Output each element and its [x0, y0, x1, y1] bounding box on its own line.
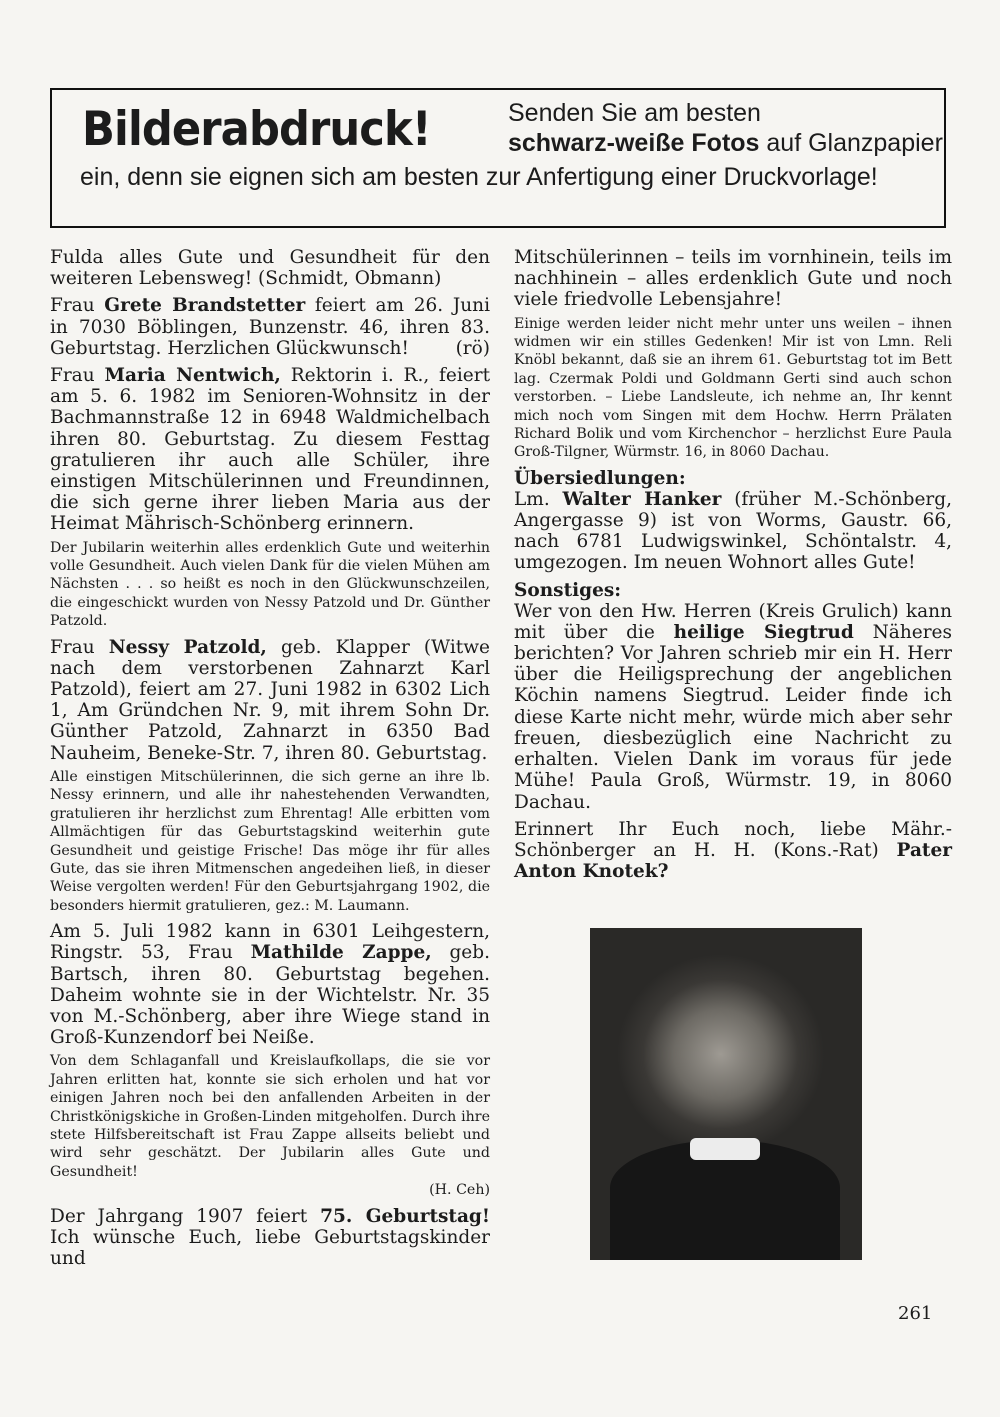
notice-bold-phrase: schwarz-weiße Fotos — [508, 129, 760, 157]
notice-line-2-rest: auf Glanzpapier — [759, 129, 943, 157]
photo-notice-box — [50, 88, 946, 228]
article-note: Der Jubilarin weiterhin alles erdenklich Gute und weiterhin volle Gesundheit. Auch vielen Dank für die vielen Mühen am Nächsten . . . so heißt es noch in den Glückwunschzeilen, die eingeschickt wurden von Nessy Patzold und Dr. Günther Patzold. — [50, 539, 490, 630]
section-heading: Übersiedlungen: — [514, 467, 686, 489]
article-paragraph — [50, 295, 490, 359]
author-signoff: (H. Ceh) — [429, 1182, 490, 1199]
text-run: Frau — [50, 295, 105, 317]
person-name: Mathilde Zappe, — [250, 942, 432, 964]
article-paragraph: Mitschülerinnen – teils im vornhinein, teils im nachhinein – alles erdenklich Gute und noch viele friedvolle Lebensjahre! — [514, 247, 952, 311]
article-paragraph — [514, 601, 952, 813]
text-run: Am 5. Juli 1982 kann in 6301 Leihgestern, Ringstr. 53, Frau — [50, 921, 490, 964]
highlight-text: 75. Geburtstag! — [320, 1205, 490, 1227]
page-number: 261 — [898, 1303, 933, 1324]
article-paragraph — [50, 1206, 490, 1270]
person-name: Grete Brandstetter — [104, 295, 306, 317]
notice-headline: Bilderabdruck! — [82, 102, 431, 157]
author-signoff: (rö) — [455, 337, 490, 359]
article-note: Einige werden leider nicht mehr unter uns weilen – ihnen widmen wir ein stilles Gedenken! Mir ist von Lmn. Reli Knöbl bekannt, daß sie an ihrem 61. Geburtstag tot im Bett lag. Czermak Poldi und Goldmann Gerti sind auch schon verstorben. – Liebe Landsleute, ich nehme an, Ihr kennt mich noch vom Singen mit dem Hochw. Herrn Prälaten Richard Bolik und vom Kirchenchor – herzlichst Eure Paula Groß-Tilgner, Würmstr. 16, in 8060 Dachau. — [514, 315, 952, 461]
person-name: Pater Anton Knotek? — [514, 839, 952, 883]
text-run: Lm. — [514, 488, 563, 510]
article-note — [50, 1052, 490, 1199]
text-run: feiert am 26. Juni in 7030 Böblingen, Bunzenstr. 46, ihren 83. Geburtstag. Herzlichen Glückwunsch! — [50, 295, 490, 359]
text-run: Frau — [50, 365, 105, 387]
text-run: geb. Klapper (Witwe nach dem verstorbenen Zahnarzt Karl Patzold), feiert am 27. Juni 1982 in 6302 Lich 1, Am Gründchen Nr. 9, mit ihrem Sohn Dr. Günther Patzold, Zahnarzt in 6350 Bad Nauheim, Beneke-Str. 7, ihren 80. Geburtstag. — [50, 636, 490, 764]
text-run: Rektorin i. R., feiert am 5. 6. 1982 im Senioren-Wohnsitz in der Bachmannstraße 12 in 6948 Waldmichelbach ihren 80. Geburtstag. Zu diesem Festtag gratulieren ihr auch alle Schüler, ihre einstigen Mitschülerinnen und Freundinnen, die sich gerne ihrer lieben Maria aus der Heimat Mährisch-Schönberg erinnern. — [50, 365, 490, 535]
article-note: Alle einstigen Mitschülerinnen, die sich gerne an ihre lb. Nessy erinnern, und alle ihr nahestehenden Verwandten, gratulieren ihr herzlichst zum Ehrentag! Alle erbitten vom Allmächtigen für das Geburtstagskind weiterhin gute Gesundheit und geistige Frische! Das möge ihr für alles Gute, das sie ihren Mitmenschen angedeihen ließ, in dieser Weise vergolten werden! Für den Geburtsjahrgang 1902, die besonders hiermit gratulieren, gez.: M. Laumann. — [50, 768, 490, 914]
notice-line-2 — [508, 128, 943, 158]
article-paragraph — [514, 489, 952, 574]
right-column — [514, 247, 952, 888]
text-run: (früher M.-Schönberg, Angergasse 9) ist von Worms, Gaustr. 66, nach 6781 Ludwigswinkel, Schöntalstr. 4, umgezogen. Im neuen Wohnort alles Gute! — [514, 488, 952, 574]
person-name: Nessy Patzold, — [108, 636, 267, 658]
person-name: Walter Hanker — [562, 488, 722, 510]
person-name: Maria Nentwich, — [104, 365, 281, 387]
text-run: Von dem Schlaganfall und Kreislaufkollaps, die sie vor Jahren erlitten hat, konnte sie sich erholen und hat vor einigen Jahren noch bei den anfallenden Arbeiten in der Christkönigskiche in Großen-Linden mitgeholfen. Durch ihre stete Hilfsbereitschaft ist Frau Zappe allseits beliebt und wird sehr geschätzt. Der Jubilarin alles Gute und Gesundheit! — [50, 1053, 490, 1180]
left-column — [50, 247, 490, 1275]
article-paragraph — [50, 365, 490, 535]
text-run: Ich wünsche Euch, liebe Geburtstagskinder und — [50, 1226, 490, 1270]
photo-collar-shape — [690, 1138, 760, 1160]
text-run: Der Jahrgang 1907 feiert — [50, 1205, 321, 1227]
text-run: Wer von den Hw. Herren (Kreis Grulich) kann mit über die — [514, 600, 952, 643]
text-run: Erinnert Ihr Euch noch, liebe Mähr.-Schönberger an H. H. (Kons.-Rat) — [514, 818, 952, 861]
article-paragraph: Fulda alles Gute und Gesundheit für den weiteren Lebensweg! (Schmidt, Obmann) — [50, 247, 490, 290]
portrait-photo — [590, 928, 862, 1260]
article-paragraph — [50, 637, 490, 764]
notice-line-3: ein, denn sie eignen sich am besten zur Anfertigung einer Druckvorlage! — [80, 163, 878, 191]
section-heading: Sonstiges: — [514, 579, 622, 601]
text-run: Näheres berichten? Vor Jahren schrieb mir ein H. Herr über die Heiligsprechung der angeblichen Köchin namens Siegtrud. Leider finde ich diese Karte nicht mehr, würde mich aber sehr freuen, diesbezüglich eine Nachricht zu erhalten. Vielen Dank im voraus für jede Mühe! Paula Groß, Würmstr. 19, in 8060 Dachau. — [514, 621, 952, 813]
article-paragraph — [514, 819, 952, 883]
article-paragraph — [50, 921, 490, 1048]
text-run: Frau — [50, 636, 109, 658]
highlight-text: heilige Siegtrud — [673, 621, 854, 643]
notice-line-1: Senden Sie am besten — [508, 99, 761, 127]
text-run: geb. Bartsch, ihren 80. Geburtstag begehen. Daheim wohnte sie in der Wichtelstr. Nr. 35 von M.-Schönberg, aber ihre Wiege stand in Groß-Kunzendorf bei Neiße. — [50, 942, 490, 1049]
